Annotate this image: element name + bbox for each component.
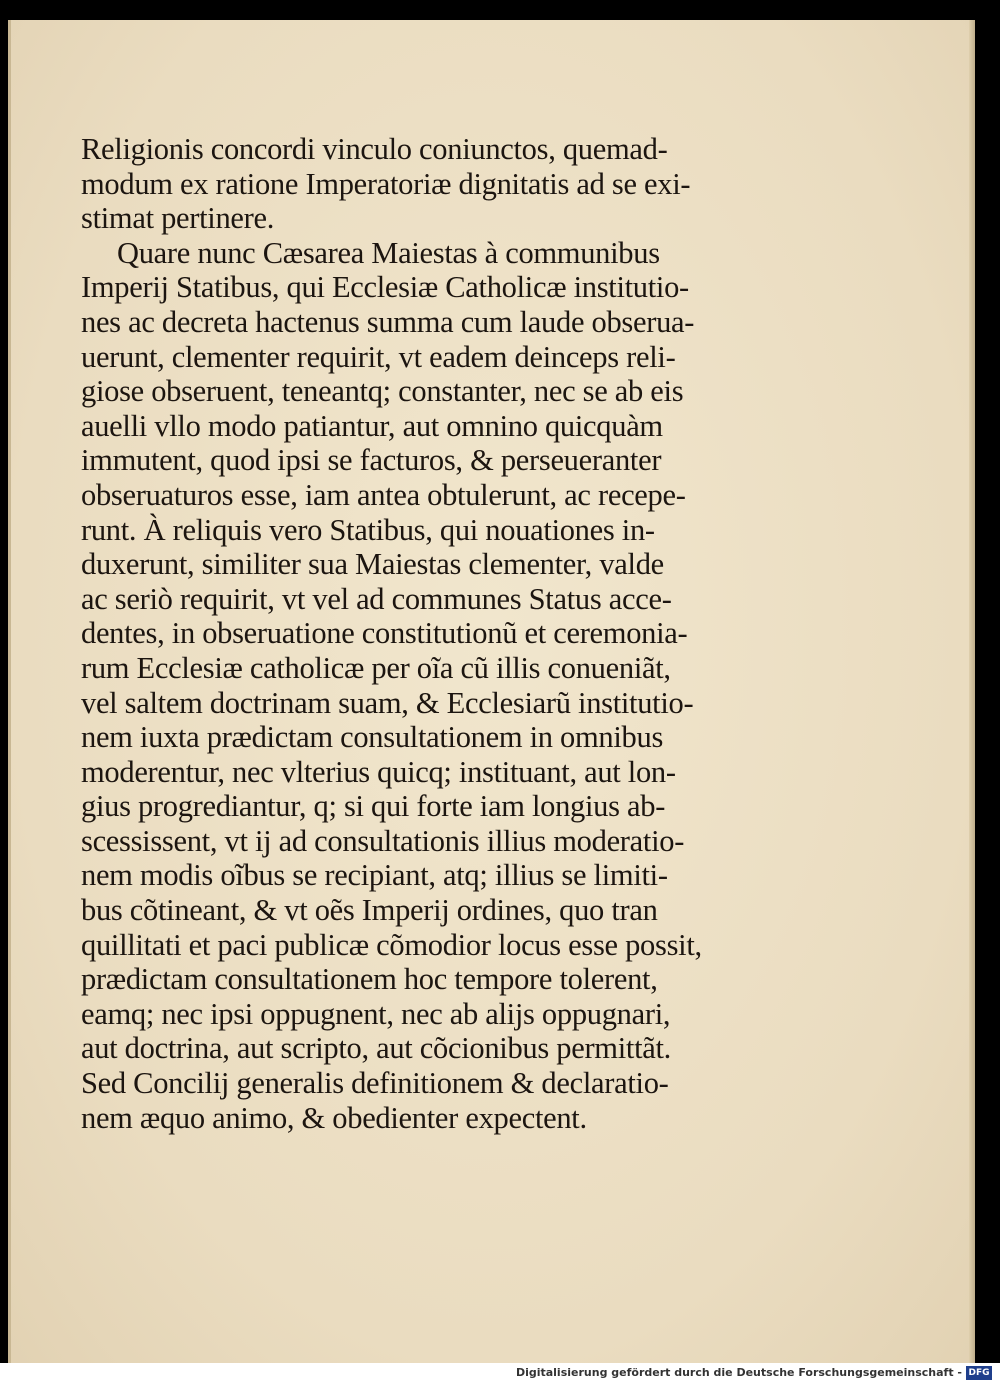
text-line: Imperij Statibus, qui Ecclesiæ Catholicæ institutio- [81, 270, 689, 305]
text-line: eamq; nec ipsi oppugnent, nec ab alijs oppugnari, [81, 996, 671, 1031]
text-line: modum ex ratione Imperatoriæ dignitatis ad se exi- [81, 166, 691, 201]
text-line: auelli vllo modo patiantur, aut omnino quicquàm [81, 408, 663, 443]
text-line: Religionis concordi vinculo coniunctos, quemad- [81, 132, 668, 166]
digitization-footer [0, 1363, 1000, 1383]
text-line: nes ac decreta hactenus summa cum laude obserua- [81, 304, 695, 339]
text-line: Sed Concilij generalis definitionem & declaratio- [81, 1066, 669, 1101]
text-line: obseruaturos esse, iam antea obtulerunt, ac recepe- [81, 477, 686, 512]
text-line: runt. À reliquis vero Statibus, qui nouationes in- [81, 512, 655, 547]
text-line: scessissent, vt ij ad consultationis illius moderatio- [81, 823, 685, 858]
funding-credit: Digitalisierung gefördert durch die Deutsche Forschungsgemeinschaft - [515, 1366, 962, 1379]
dfg-logo-icon: DFG [966, 1366, 992, 1380]
text-line: dentes, in obseruatione constitutionũ et ceremonia- [81, 616, 688, 651]
text-line: nem æquo animo, & obedienter expectent. [81, 1100, 587, 1135]
text-line: vel saltem doctrinam suam, & Ecclesiarũ institutio- [81, 685, 694, 720]
text-line: bus cõtineant, & vt oẽs Imperij ordines, quo tran [81, 893, 658, 928]
text-line: stimat pertinere. [81, 201, 275, 236]
text-line: quillitati et paci publicæ cõmodior locus esse possit, [81, 927, 702, 962]
text-line: moderentur, nec vlterius quicq; instituant, aut lon- [81, 754, 676, 789]
text-line: duxerunt, similiter sua Maiestas clementer, valde [81, 547, 664, 582]
book-page [8, 20, 975, 1363]
text-line: nem iuxta prædictam consultationem in omnibus [81, 720, 664, 755]
text-line: ac seriò requirit, vt vel ad communes Status acce- [81, 581, 672, 616]
text-line: uerunt, clementer requirit, vt eadem deinceps reli- [81, 339, 676, 374]
text-line: nem modis oĩbus se recipiant, atq; illius se limiti- [81, 858, 668, 893]
page-edge [969, 20, 975, 1363]
text-line: aut doctrina, aut scripto, aut cõcionibus permittãt. [81, 1031, 671, 1066]
body-text [81, 132, 741, 1135]
text-line: prædictam consultationem hoc tempore tolerent, [81, 962, 658, 997]
text-line: giose obseruent, teneantq; constanter, nec se ab eis [81, 374, 684, 409]
text-line: gius progrediantur, q; si qui forte iam longius ab- [81, 789, 666, 824]
text-line: Quare nunc Cæsarea Maiestas à communibus [117, 235, 660, 270]
text-line: immutent, quod ipsi se facturos, & perseueranter [81, 443, 662, 478]
text-line: rum Ecclesiæ catholicæ per oĩa cũ illis conueniãt, [81, 650, 671, 685]
